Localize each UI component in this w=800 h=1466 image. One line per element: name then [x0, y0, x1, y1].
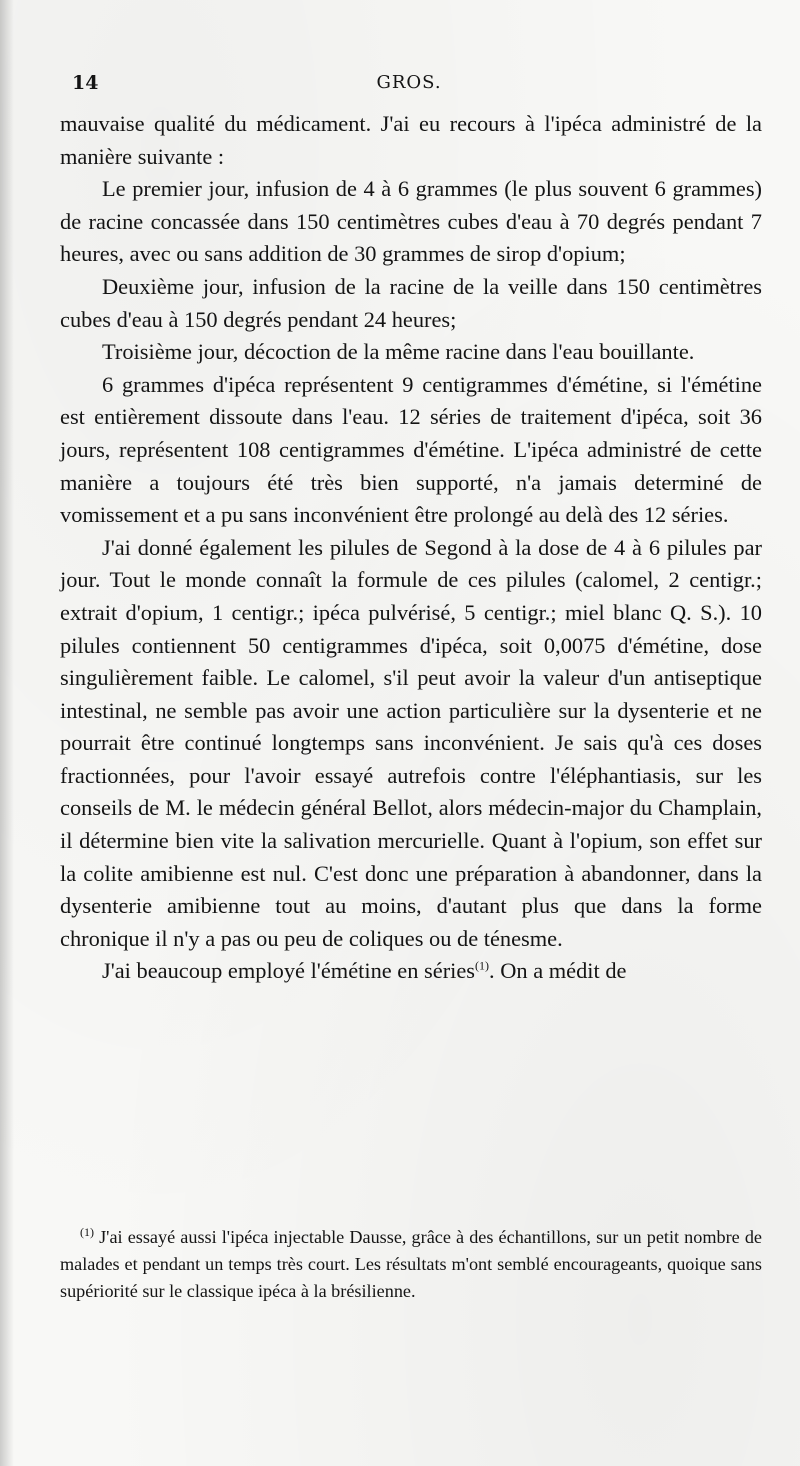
page-edge-shadow [0, 0, 14, 1466]
paragraph: Deuxième jour, infusion de la racine de la veille dans 150 centimètres cubes d'eau à 150 degrés pendant 24 heures; [60, 273, 762, 332]
paragraph: J'ai donné également les pilules de Segond à la dose de 4 à 6 pilules par jour. Tout le monde connaît la formule de ces pilules (calomel, 2 centigr.; extrait d'opium, 1 centigr.; ipéca pulvérisé, 5 centigr.; miel blanc Q. S.). 10 pilules contiennent 50 centigrammes d'ipéca, soit 0,0075 d'émétine, dose singulièrement faible. Le calomel, s'il peut avoir la valeur d'un antiseptique intestinal, ne semble pas avoir une action particulière sur la dysenterie et ne pourrait être continué longtemps sans inconvénient. Je sais qu'à ces doses fractionnées, pour l'avoir essayé autrefois contre l'éléphantiasis, sur les conseils de M. le médecin général Bellot, alors médecin-major du Champlain, il détermine bien vite la salivation mercurielle. Quant à l'opium, son effet sur la colite amibienne est nul. C'est donc une préparation à abandonner, dans la dysenterie amibienne tout au moins, d'autant plus que dans la forme chronique il n'y a pas ou peu de coliques ou de ténesme. [60, 534, 762, 951]
paragraph: Troisième jour, décoction de la même racine dans l'eau bouillante. [102, 339, 695, 365]
paragraph: Le premier jour, infusion de 4 à 6 grammes (le plus souvent 6 grammes) de racine concassée dans 150 centimètres cubes d'eau à 70 degrés pendant 7 heures, avec ou sans addition de 30 grammes de sirop d'opium; [60, 176, 762, 267]
paragraph: mauvaise qualité du médicament. J'ai eu recours à l'ipéca administré de la manière suivante : [60, 111, 762, 169]
footnote [60, 1224, 762, 1305]
page-number: 14 [72, 72, 99, 94]
footnotes [60, 1224, 762, 1305]
paragraph-last-text: J'ai beaucoup employé l'émétine en séries [102, 958, 476, 984]
footnote-text: J'ai essayé aussi l'ipéca injectable Dausse, grâce à des échantillons, sur un petit nombre de malades et pendant un temps très court. Les résultats m'ont semblé encourageants, quoique sans supériorité sur le classique ipéca à la brésilienne. [60, 1227, 762, 1301]
footnote-reference[interactable]: (1) [475, 958, 490, 973]
main-text [60, 108, 762, 988]
paragraph-last [60, 955, 762, 988]
page-header [58, 72, 760, 102]
footnote-marker: (1) [80, 1224, 94, 1239]
paragraph-last-end: . On a médit de [489, 958, 627, 984]
paragraph: 6 grammes d'ipéca représentent 9 centigrammes d'émétine, si l'émétine est entièrement dissoute dans l'eau. 12 séries de traitement d'ipéca, soit 36 jours, représentent 108 centigrammes d'émétine. L'ipéca administré de cette manière a toujours été très bien supporté, n'a jamais determiné de vomissement et a pu sans inconvénient être prolongé au delà des 12 séries. [60, 371, 762, 528]
running-title: GROS. [376, 72, 442, 93]
